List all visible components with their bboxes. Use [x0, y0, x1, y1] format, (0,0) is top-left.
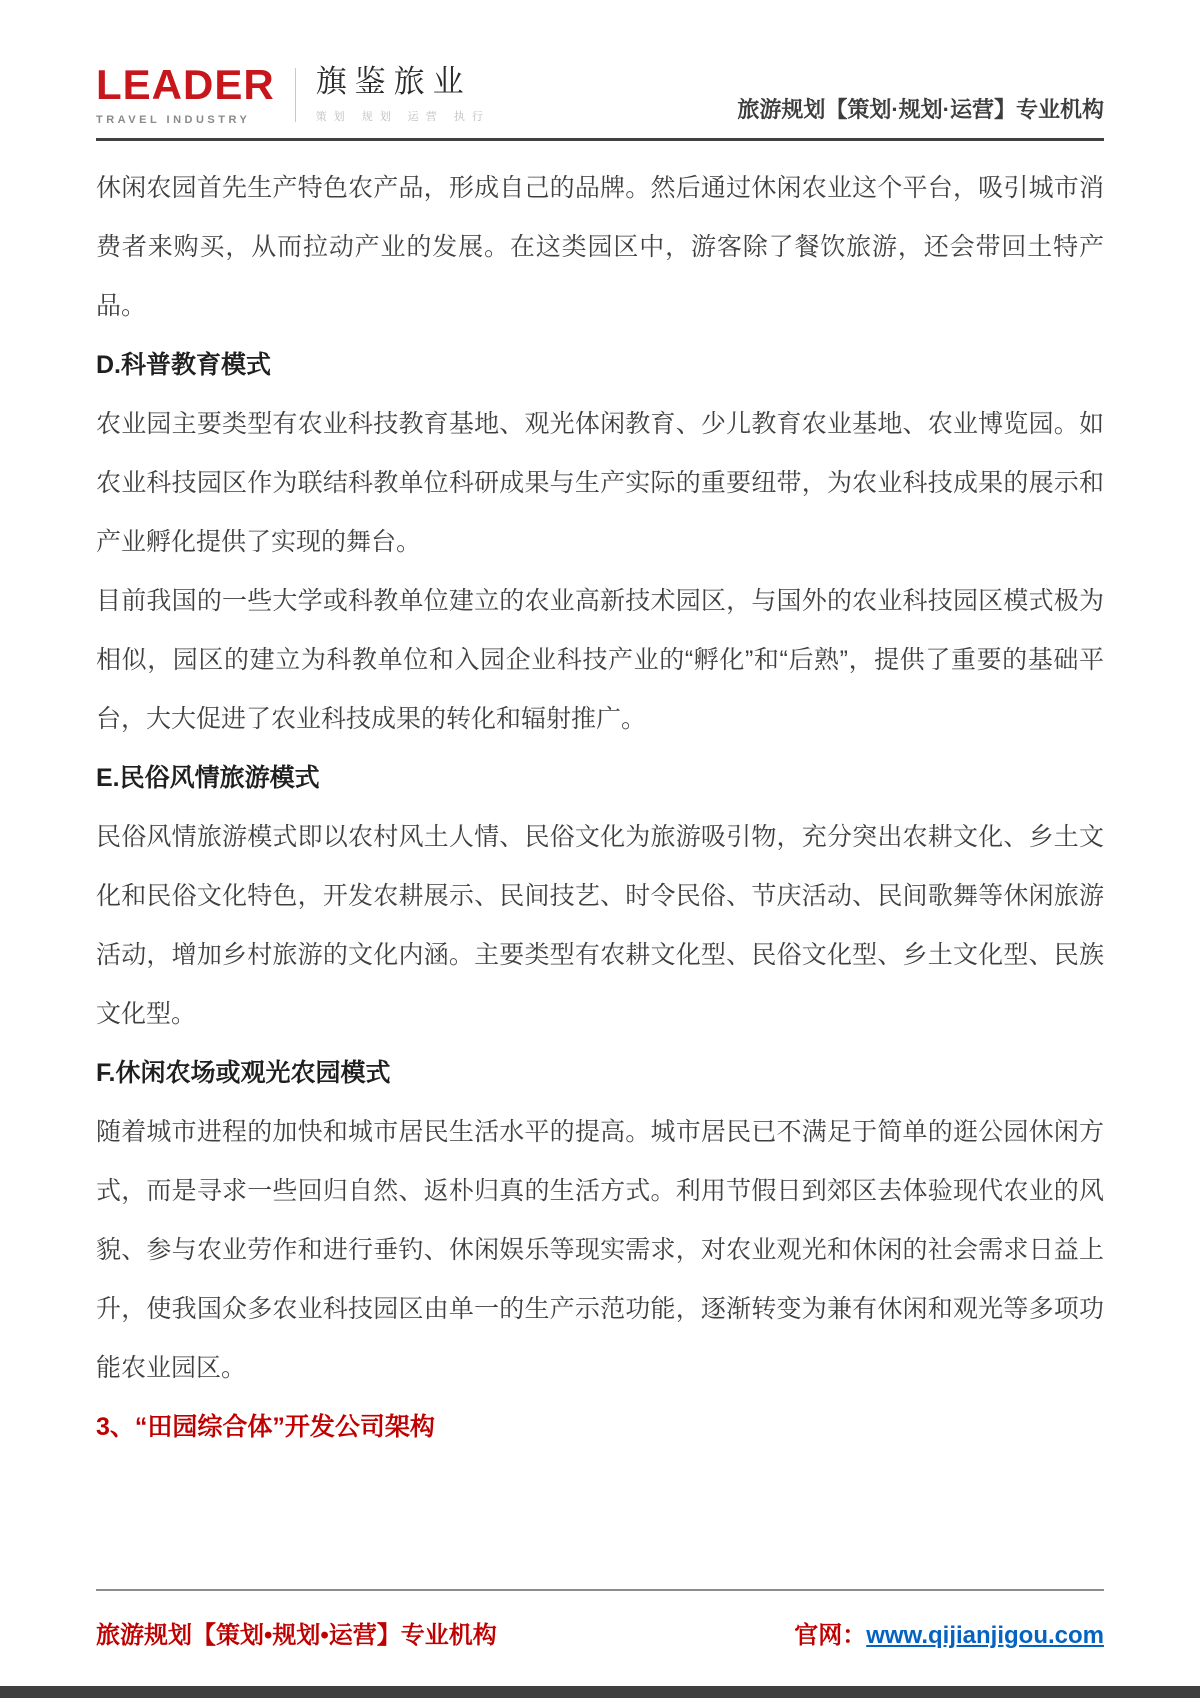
- logo: [96, 61, 275, 126]
- paragraph: 民俗风情旅游模式即以农村风土人情、民俗文化为旅游吸引物，充分突出农耕文化、乡土文化和民俗文化特色，开发农耕展示、民间技艺、时令民俗、节庆活动、民间歌舞等休闲旅游活动，增加乡村旅游的文化内涵。主要类型有农耕文化型、民俗文化型、乡土文化型、民族文化型。: [96, 823, 1104, 1028]
- section-heading-d: D.科普教育模式: [96, 351, 272, 379]
- brand-name: 旗鉴旅业: [315, 64, 472, 99]
- document-body: [96, 141, 1104, 1457]
- paragraph: 目前我国的一些大学或科教单位建立的农业高新技术园区，与国外的农业科技园区模式极为相似，园区的建立为科教单位和入园企业科技产业的“孵化”和“后熟”，提供了重要的基础平台，大大促进了农业科技成果的转化和辐射推广。: [96, 587, 1104, 733]
- section-heading-e: E.民俗风情旅游模式: [96, 764, 320, 792]
- logo-subtext: TRAVEL INDUSTRY: [96, 114, 251, 126]
- brand-tagline: 策划 规划 运营 执行: [315, 111, 490, 123]
- paragraph: 随着城市进程的加快和城市居民生活水平的提高。城市居民已不满足于简单的逛公园休闲方式，而是寻求一些回归自然、返朴归真的生活方式。利用节假日到郊区去体验现代农业的风貌、参与农业劳作和进行垂钓、休闲娱乐等现实需求，对农业观光和休闲的社会需求日益上升，使我国众多农业科技园区由单一的生产示范功能，逐渐转变为兼有休闲和观光等多项功能农业园区。: [96, 1118, 1104, 1382]
- footer-site: [794, 1615, 1104, 1650]
- section-heading-f: F.休闲农场或观光农园模式: [96, 1059, 391, 1087]
- header: [96, 0, 1104, 141]
- brand-block: [316, 66, 490, 124]
- brand-area: [96, 61, 490, 126]
- bottom-bar: [0, 1686, 1200, 1698]
- paragraph: 农业园主要类型有农业科技教育基地、观光体闲教育、少儿教育农业基地、农业博览园。如农业科技园区作为联结科教单位科研成果与生产实际的重要纽带，为农业科技成果的展示和产业孵化提供了实现的舞台。: [96, 410, 1104, 556]
- paragraph: 休闲农园首先生产特色农产品，形成自己的品牌。然后通过休闲农业这个平台，吸引城市消费者来购买，从而拉动产业的发展。在这类园区中，游客除了餐饮旅游，还会带回土特产品。: [96, 174, 1104, 320]
- header-slogan: 旅游规划【策划·规划·运营】专业机构: [737, 97, 1104, 122]
- footer-site-label: 官网：: [794, 1622, 867, 1649]
- footer-site-link[interactable]: www.qijianjigou.com: [866, 1622, 1104, 1649]
- logo-divider: [295, 68, 296, 122]
- footer: [96, 1589, 1104, 1650]
- footer-left-text: 旅游规划【策划•规划•运营】专业机构: [96, 1622, 497, 1649]
- logo-text: LEADER: [96, 61, 275, 108]
- section-heading-red: 3、“田园综合体”开发公司架构: [96, 1413, 435, 1441]
